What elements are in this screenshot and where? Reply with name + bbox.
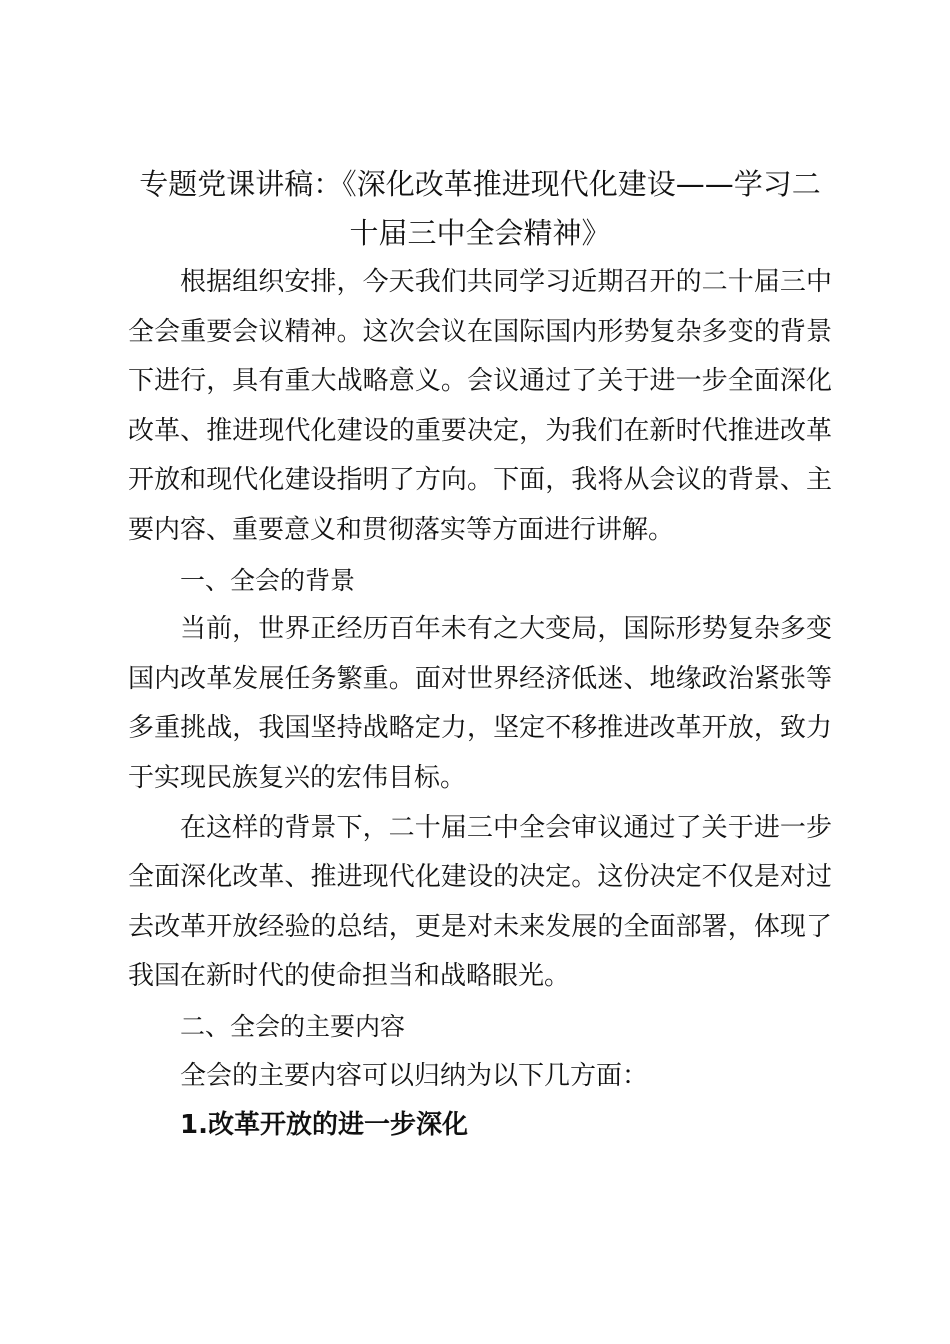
section-heading-background: 一、全会的背景 (180, 565, 356, 595)
paragraph-main-content-intro: 全会的主要内容可以归纳为以下几方面： (180, 1060, 649, 1091)
section-heading-main-content: 二、全会的主要内容 (180, 1011, 406, 1041)
paragraph-intro: 根据组织安排，今天我们共同学习近期召开的二十届三中全会重要会议精神。这次会议在国际国内形势复杂多变的背景下进行，具有重大战略意义。会议通过了关于进一步全面深化改革、推进现代化建设的重要决定，为我们在新时代推进改革开放和现代化建设指明了方向。下面，我将从会议的背景、主要内容、重要意义和贯彻落实等方面进行讲解。 (128, 267, 832, 545)
document-title: 专题党课讲稿：《深化改革推进现代化建设——学习二十届三中全会精神》 (139, 167, 821, 250)
paragraph-background-2: 在这样的背景下，二十届三中全会审议通过了关于进一步全面深化改革、推进现代化建设的决定。这份决定不仅是对过去改革开放经验的总结，更是对未来发展的全面部署，体现了我国在新时代的使命担当和战略眼光。 (128, 812, 832, 992)
subheading-reform-opening: 1.改革开放的进一步深化 (180, 1110, 468, 1141)
document-body (128, 160, 832, 1151)
paragraph-background-1: 当前，世界正经历百年未有之大变局，国际形势复杂多变国内改革发展任务繁重。面对世界经济低迷、地缘政治紧张等多重挑战，我国坚持战略定力，坚定不移推进改革开放，致力于实现民族复兴的宏伟目标。 (128, 614, 832, 793)
